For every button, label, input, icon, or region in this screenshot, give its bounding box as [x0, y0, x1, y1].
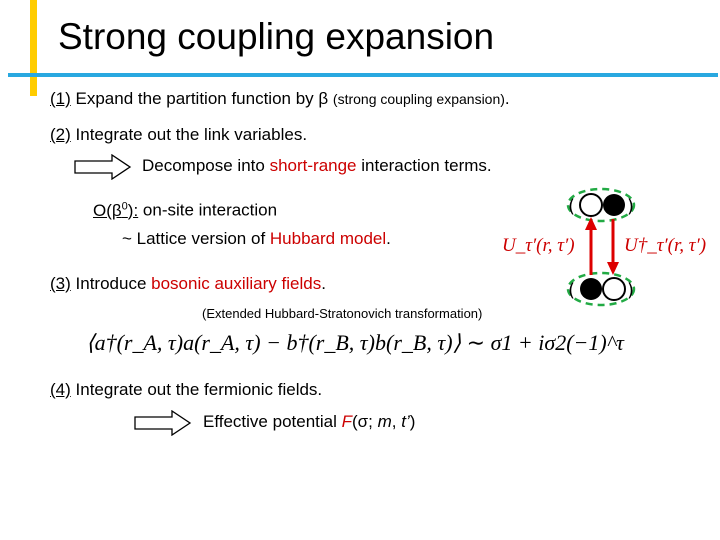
effective-t: t’ [401, 412, 410, 431]
step-2-text: Integrate out the link variables. [75, 125, 308, 144]
step-1-label: (1) [50, 89, 71, 108]
svg-text:(: ( [568, 196, 576, 217]
step-1-note: (strong coupling expansion) [332, 91, 505, 107]
effective-close: ) [409, 412, 416, 431]
step-3-pre: Introduce [75, 274, 152, 293]
equation-sim: ∼ [466, 330, 486, 355]
equation-lhs: ⟨a†(r_A, τ)a(r_A, τ) − b†(r_B, τ)b(r_B, τ)⟩ [86, 330, 462, 355]
step-4-text: Integrate out the fermionic fields. [75, 380, 323, 399]
effective-potential-line [203, 412, 415, 432]
step-4 [50, 380, 322, 400]
effective-F: F [341, 412, 352, 431]
decompose-highlight: short-range [269, 156, 357, 175]
lower-site-filled-circle [580, 278, 602, 300]
svg-text:): ) [627, 280, 635, 301]
lattice-line [122, 229, 391, 249]
hs-note: (Extended Hubbard-Stratonovich transformation) [202, 306, 483, 321]
decompose-line [142, 156, 492, 176]
title-accent-bar-blue [8, 73, 718, 77]
svg-text:(: ( [568, 280, 576, 301]
implies-arrow-icon [74, 154, 132, 180]
step-1-text: Expand the partition function by β [75, 89, 329, 108]
svg-text:): ) [627, 196, 635, 217]
equation-rhs: σ1 + iσ2(−1)^τ [490, 330, 624, 355]
lattice-post: . [386, 229, 391, 248]
step-3-post: . [321, 274, 326, 293]
lattice-pre: ~ Lattice version of [122, 229, 270, 248]
lower-site-empty-circle [603, 278, 625, 300]
step-1-period: . [504, 89, 510, 108]
onsite-line [93, 200, 277, 221]
link-label-right: U†_τ′(r, τ′) [624, 235, 707, 256]
lattice-highlight: Hubbard model [269, 229, 387, 248]
upper-site-filled-circle [603, 194, 625, 216]
onsite-sup: 0 [121, 200, 128, 212]
slide-title: Strong coupling expansion [58, 16, 495, 57]
effective-pre: Effective potential [203, 412, 342, 431]
step-3-highlight: bosonic auxiliary fields [151, 274, 322, 293]
title-accent-bar-yellow [30, 0, 37, 96]
implies-arrow-icon-2 [134, 410, 192, 436]
link-label-left: U_τ′(r, τ′) [502, 235, 575, 256]
step-4-label: (4) [50, 380, 71, 399]
step-2-label: (2) [50, 125, 71, 144]
step-1 [50, 89, 510, 109]
effective-sep: , [391, 412, 402, 431]
onsite-close: ): [127, 200, 139, 220]
step-3-label: (3) [50, 274, 71, 293]
effective-args: (σ; [352, 412, 378, 431]
decompose-post: interaction terms. [356, 156, 492, 175]
onsite-order: O(β [93, 200, 122, 220]
step-3 [50, 274, 326, 294]
onsite-text: on-site interaction [138, 200, 278, 220]
upper-site-empty-circle [580, 194, 602, 216]
step-2 [50, 125, 307, 145]
effective-m: m [377, 412, 392, 431]
decompose-pre: Decompose into [142, 156, 270, 175]
equation [86, 330, 624, 356]
